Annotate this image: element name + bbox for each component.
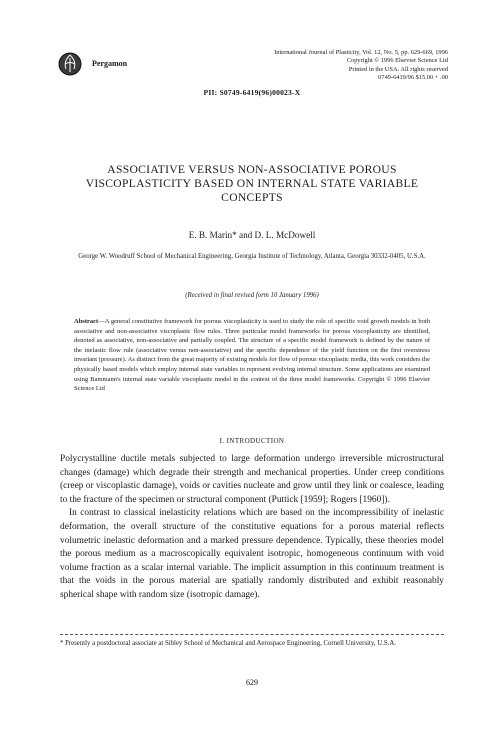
journal-line: Copyright © 1996 Elsevier Science Ltd [346, 57, 448, 65]
journal-line: Printed in the USA. All rights reserved [348, 65, 448, 73]
journal-line: 0749-6419/96 $15.00 + .00 [378, 73, 448, 81]
abstract-text: —A general constitutive framework for porous viscoplasticity is used to study the role of specific void growth models in both associative and non-associative viscoplastic flow rules. Three particular model frameworks for porous viscoplasticity are identified, denoted as associative, non-associative and partially coupled. The structure of a specific model framework is defined by the nature of the inelastic flow rule (associative versus non-associative) and the specific dependence of the yield function on the first overstress invariant (pressure). As distinct from the great majority of existing models for flow of porous viscoplastic media, this work considers the physically based models which employ internal state variables to represent evolving internal structure. Some applications are examined using Bammann's internal state variable viscoplastic model in the context of the three model frameworks. Copyright © 1996 Elsevier Science Ltd [74, 318, 430, 393]
abstract [74, 317, 430, 394]
paragraph: In contrast to classical inelasticity relations which are based on the incompressibility of inelastic deformation, the overall structure of the constitutive equations for a porous material reflects volumetric inelastic deformation and a marked pressure dependence. Typically, these theories model the porous medium as a macroscopically equivalent isotropic, homogeneous continuum with void volume fraction as a scalar internal variable. The implicit assumption in this continuum treatment is that the voids in the porous material are spatially randomly distributed and exhibit reasonably spherical shape with random size (isotropic damage). [60, 508, 444, 600]
paper-title [60, 163, 444, 206]
title-line: VISCOPLASTICITY BASED ON INTERNAL STATE VARIABLE [85, 177, 419, 191]
affiliation: George W. Woodruff School of Mechanical Engineering, Georgia Institute of Technology, Atlanta, Georgia 30332-0405, U.S.A. [78, 253, 426, 260]
paragraph: Polycrystalline ductile metals subjected to large deformation undergo irreversible microstructural changes (damage) which degrade their strength and mechanical properties. Under creep conditions (creep or viscoplastic damage), voids or cavities nucleate and grow until they link or coalesce, leading to the fracture of the specimen or structural component (Puttick [1959]; Rogers [1960]). [60, 454, 444, 505]
received-date: (Received in final revised form 10 January 1996) [185, 292, 319, 299]
body-text [60, 453, 444, 603]
footnote: * Presently a postdoctoral associate at Sibley School of Mechanical and Aerospace Engineering, Cornell University, U.S.A. [60, 640, 396, 647]
publisher-name: Pergamon [92, 59, 128, 68]
footnote-divider [60, 634, 444, 635]
pii-identifier: PII: S0749-6419(96)00023-X [203, 88, 301, 97]
section-heading: I. INTRODUCTION [219, 437, 285, 445]
page-number: 629 [246, 678, 258, 687]
publisher-logo [58, 52, 82, 76]
title-line: CONCEPTS [221, 191, 283, 205]
title-line: ASSOCIATIVE VERSUS NON-ASSOCIATIVE POROUS [107, 163, 397, 176]
journal-line: International Journal of Plasticity, Vol. 12, No. 5, pp. 629-669, 1996 [274, 49, 448, 56]
abstract-label: Abstract [74, 318, 99, 325]
authors: E. B. Marin* and D. L. McDowell [188, 230, 316, 240]
journal-citation [198, 49, 448, 82]
